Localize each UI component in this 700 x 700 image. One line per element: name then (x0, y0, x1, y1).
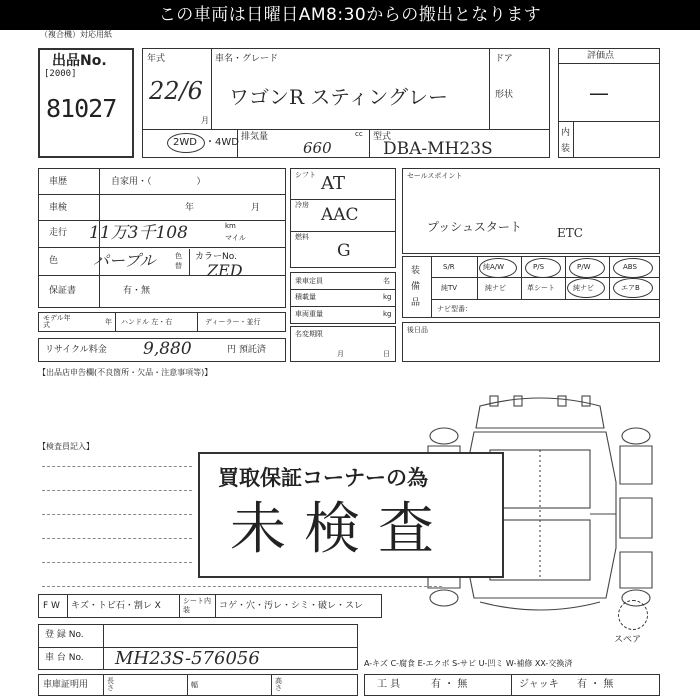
garage-cert-row (38, 674, 358, 696)
attachments-box (402, 322, 660, 362)
warranty-label: 保証書 (49, 286, 77, 296)
attachments-label: 後日品 (407, 326, 428, 334)
fuel-value: G (337, 241, 351, 261)
seat-items: コゲ・穴・汚レ・シミ・破レ・スレ (219, 601, 364, 611)
lot-label: 出品No. (52, 53, 107, 69)
sales-point-box (402, 168, 660, 254)
year-value: 22/6 (149, 77, 203, 105)
tools-label: 工 具 (377, 679, 401, 690)
inspector-remarks-label: 【検査員記入】 (38, 442, 94, 451)
jack-value: 有 ・ 無 (577, 679, 614, 690)
equip-airbag-circle (613, 278, 653, 298)
km-unit: km (225, 222, 236, 230)
jack-label: ジャッキ (519, 679, 559, 690)
model-year-row (38, 312, 286, 332)
registration-label: 登 録 No. (45, 630, 84, 640)
year-month-char: 月 (201, 116, 209, 125)
stamp-line1: 買取保証コーナーの為 (218, 466, 428, 490)
color-label: 色 (49, 256, 59, 266)
length-label: 長さ (107, 677, 114, 692)
displacement-unit: cc (355, 130, 363, 138)
history-table (38, 168, 286, 308)
year-label: 年式 (147, 54, 166, 64)
fw-seat-row (38, 594, 382, 618)
deadline-box (290, 326, 396, 362)
type-label: 型式 (373, 132, 392, 142)
seller-remarks-label: 【出品店申告欄(不良箇所・欠品・注意事項等)】 (38, 368, 213, 377)
color-change-label: 色替 (175, 252, 182, 270)
height-label: 高さ (275, 677, 282, 692)
interior-label: 内装 (561, 128, 571, 154)
equip-pw-circle (569, 258, 605, 278)
dealer-label: ディーラー・並行 (205, 318, 261, 326)
equip-pw: P/W (577, 263, 591, 271)
door-label: ドア (495, 54, 513, 64)
drive-2wd: 2WD (173, 137, 197, 148)
recycle-value: 9,880 (143, 339, 192, 359)
equip-navi: 純ナビ (485, 284, 506, 292)
drive-4wd: ・4WD (205, 137, 239, 148)
width-label: 幅 (191, 681, 198, 689)
equipment-box (402, 256, 660, 318)
warranty-value: 有・無 (123, 286, 151, 296)
score-value: — (589, 81, 609, 105)
form-header-note: （複合機）対応用紙 (40, 30, 112, 39)
equip-ps: P/S (533, 263, 545, 271)
color-value: パープル (93, 251, 156, 270)
equip-tv: 純TV (441, 284, 458, 292)
score-label: 評価点 (587, 51, 615, 61)
equip-navi2-circle (567, 278, 605, 298)
displacement-value: 660 (303, 139, 332, 157)
chassis-label: 車 台 No. (45, 653, 84, 663)
equip-aw: 純A/W (483, 263, 505, 271)
model-year-label: モデル年式 (43, 314, 71, 329)
load-label: 積載量 (295, 293, 316, 301)
vehicle-info-box (142, 48, 550, 158)
shift-value: AT (321, 173, 346, 194)
load-unit: kg (383, 293, 392, 301)
inspection-month-char: 月 (251, 203, 261, 213)
inspection-label: 車検 (49, 203, 68, 213)
mileage-label: 走行 (49, 228, 68, 238)
history-value: 自家用・（ ） (111, 177, 206, 187)
recycle-row (38, 338, 286, 362)
recycle-unit: 円 預託済 (227, 345, 266, 355)
stamp-line2: 未検査 (230, 497, 452, 562)
score-box (558, 48, 660, 158)
handle-label: ハンドル 左・右 (121, 318, 173, 326)
tools-value: 有 ・ 無 (431, 679, 468, 690)
ac-label: 冷房 (295, 201, 309, 209)
history-label: 車歴 (49, 177, 68, 187)
navi-type-label: ナビ型番： (437, 305, 472, 313)
fuel-label: 燃料 (295, 233, 309, 241)
color-code-label: カラーNo. (195, 252, 237, 262)
lot-number-box (38, 48, 134, 158)
spare-tire-icon (618, 600, 648, 630)
equip-navi2: 純ナビ (573, 284, 594, 292)
push-start-note: プッシュスタート (427, 220, 522, 234)
capacity-label: 乗車定員 (295, 277, 323, 285)
weight-label: 車両重量 (295, 310, 323, 318)
capacity-unit: 名 (383, 277, 390, 285)
weight-unit: kg (383, 310, 392, 318)
lot-year: [2000] (44, 69, 77, 79)
spare-label: スペア (614, 635, 642, 645)
equip-aw-circle (479, 258, 517, 278)
equip-airbag: エアB (621, 284, 640, 292)
tools-jack-row (364, 674, 660, 696)
equip-leather: 革シート (527, 284, 555, 292)
equip-ps-circle (525, 258, 561, 278)
equip-abs: ABS (623, 263, 637, 271)
registration-table (38, 624, 358, 670)
model-value: ワゴンR スティングレー (229, 85, 449, 109)
shift-label: シフト (295, 171, 316, 179)
sales-point-label: セールスポイント (407, 172, 463, 180)
notice-banner: この車両は日曜日AM8:30からの搬出となります (0, 0, 700, 30)
displacement-label: 排気量 (241, 132, 269, 142)
deadline-day: 日 (383, 350, 390, 358)
color-code-value: ZED (207, 261, 243, 280)
chassis-value: MH23S-576056 (115, 648, 260, 669)
lot-number: 81027 (46, 94, 117, 123)
deadline-month: 月 (337, 350, 344, 358)
garage-cert-label: 車庫証明用 (43, 680, 89, 690)
equip-sr: S/R (443, 263, 455, 271)
fw-label: F W (43, 601, 60, 611)
inspection-year-char: 年 (185, 203, 195, 213)
fw-items: キズ・トビ石・割レ X (71, 601, 161, 611)
mileage-value: 11万3千108 (89, 223, 188, 243)
seat-label: シート内装 (183, 597, 211, 614)
capacity-table (290, 272, 396, 324)
shift-table (290, 168, 396, 268)
shape-label: 形状 (495, 90, 514, 100)
deadline-label: 名変期限 (295, 330, 323, 338)
recycle-label: リサイクル料金 (45, 345, 107, 355)
type-value: DBA-MH23S (383, 139, 493, 159)
damage-legend: A-キズ C-腐食 E-エクボ S-サビ U-凹ミ W-補修 XX-交換済 (364, 659, 573, 668)
etc-note: ETC (557, 226, 583, 240)
model-label: 車名・グレード (215, 54, 279, 64)
model-year-unit: 年 (105, 318, 112, 326)
mile-unit: マイル (225, 234, 246, 242)
ac-value: AAC (321, 205, 359, 225)
equip-abs-circle (613, 258, 653, 278)
equipment-label: 装備品 (411, 266, 421, 308)
not-inspected-stamp (198, 452, 504, 578)
